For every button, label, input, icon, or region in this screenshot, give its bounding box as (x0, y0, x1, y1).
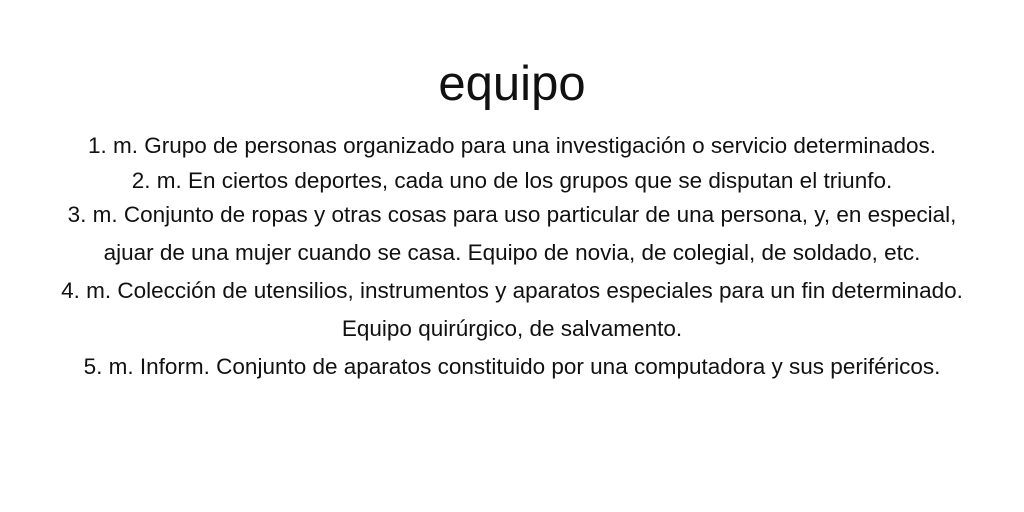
definition-2: 2. m. En ciertos deportes, cada uno de los grupos que se disputan el triunfo. (131, 168, 893, 193)
definition-list (52, 127, 972, 386)
definition-4: 4. m. Colección de utensilios, instrumentos y aparatos especiales para un fin determinado. Equipo quirúrgico, de salvamento. (61, 278, 963, 341)
definition-3: 3. m. Conjunto de ropas y otras cosas para uso particular de una persona, y, en especial, ajuar de una mujer cuando se casa. Equipo de novia, de colegial, de soldado, etc. (67, 202, 957, 265)
headword: equipo (438, 57, 586, 111)
definition-5: 5. m. Inform. Conjunto de aparatos constituido por una computadora y sus periféricos. (83, 354, 941, 379)
definition-1: 1. m. Grupo de personas organizado para una investigación o servicio determinados. (88, 133, 936, 158)
